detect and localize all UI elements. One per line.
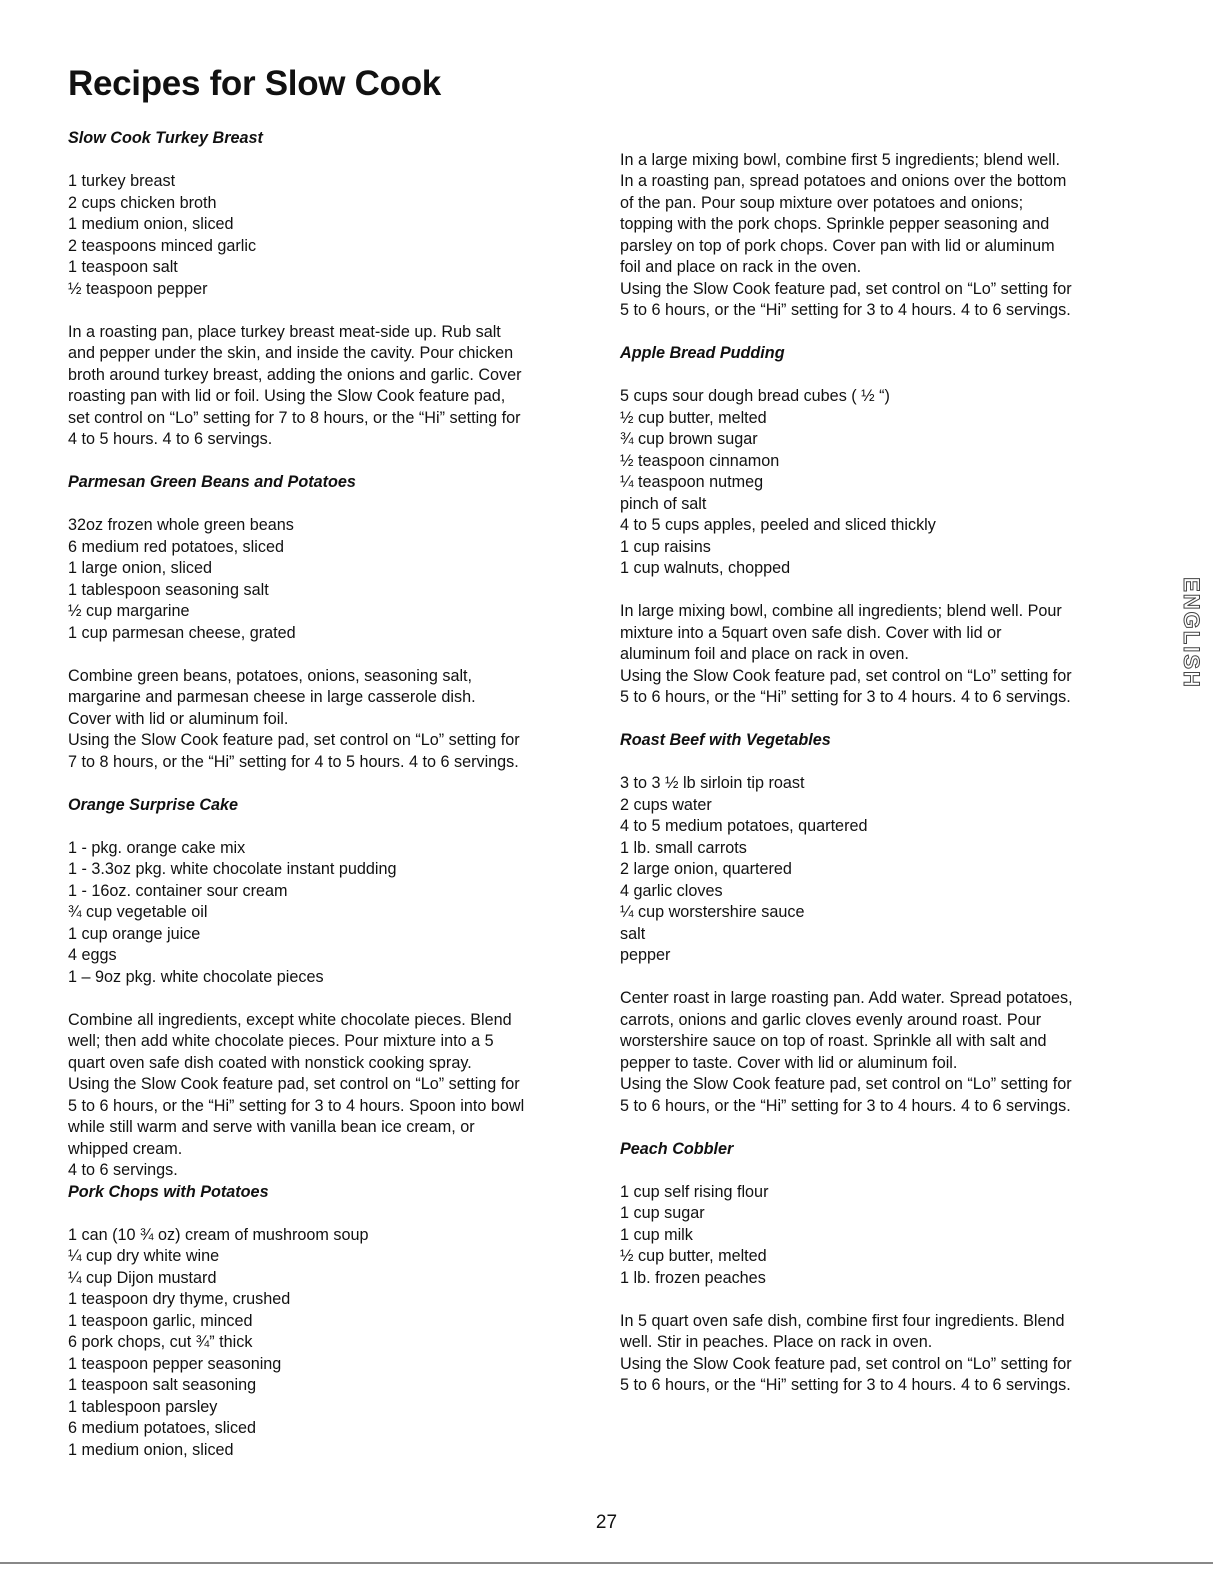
spacer bbox=[620, 1160, 1148, 1182]
text-line: 1 tablespoon seasoning salt bbox=[68, 580, 269, 599]
text-line: foil and place on rack in the oven. bbox=[620, 258, 862, 276]
text-line: salt bbox=[620, 924, 646, 943]
spacer bbox=[68, 644, 596, 666]
text-line: 1 cup orange juice bbox=[68, 924, 201, 943]
text-line: ¾ cup brown sugar bbox=[620, 430, 758, 448]
text-line: carrots, onions and garlic cloves evenly around roast. Pour bbox=[620, 1010, 1042, 1029]
bottom-rule bbox=[0, 1562, 1213, 1564]
text-line: 1 tablespoon parsley bbox=[68, 1397, 218, 1416]
text-line: 4 to 5 hours. 4 to 6 servings. bbox=[68, 430, 273, 448]
recipe-title: Pork Chops with Potatoes bbox=[68, 1182, 269, 1201]
spacer bbox=[620, 365, 1148, 387]
text-line: 1 cup walnuts, chopped bbox=[620, 559, 791, 577]
text-line: worstershire sauce on top of roast. Sprinkle all with salt and bbox=[620, 1032, 1047, 1050]
text-line: 5 to 6 hours, or the “Hi” setting for 3 to 4 hours. 4 to 6 servings. bbox=[620, 688, 1071, 706]
text-line: 1 lb. small carrots bbox=[620, 838, 747, 857]
text-line: ½ teaspoon cinnamon bbox=[620, 451, 780, 470]
text-line: 3 to 3 ½ lb sirloin tip roast bbox=[620, 774, 805, 792]
text-line: 4 to 6 servings. bbox=[68, 1161, 178, 1179]
text-line: pepper to taste. Cover with lid or aluminum foil. bbox=[620, 1053, 958, 1072]
text-line: 1 can (10 ¾ oz) cream of mushroom soup bbox=[68, 1225, 369, 1244]
recipe-title: Peach Cobbler bbox=[620, 1139, 734, 1158]
text-line: 1 - pkg. orange cake mix bbox=[68, 838, 246, 857]
text-line: 1 teaspoon pepper seasoning bbox=[68, 1354, 282, 1373]
text-line: whipped cream. bbox=[68, 1139, 183, 1158]
text-line: 1 lb. frozen peaches bbox=[620, 1268, 766, 1287]
text-line: 6 pork chops, cut ¾” thick bbox=[68, 1333, 253, 1351]
text-line: ¼ cup dry white wine bbox=[68, 1247, 220, 1265]
spacer bbox=[68, 451, 596, 473]
text-line: 1 teaspoon dry thyme, crushed bbox=[68, 1290, 291, 1308]
text-line: Combine all ingredients, except white chocolate pieces. Blend bbox=[68, 1010, 512, 1029]
recipe-title: Orange Surprise Cake bbox=[68, 795, 239, 814]
text-line: 1 cup parmesan cheese, grated bbox=[68, 623, 296, 642]
text-line: 2 cups water bbox=[620, 795, 712, 814]
text-line: 2 cups chicken broth bbox=[68, 193, 217, 212]
spacer bbox=[620, 322, 1148, 344]
spacer bbox=[68, 773, 596, 795]
text-line: 4 garlic cloves bbox=[620, 881, 723, 900]
recipe-title: Slow Cook Turkey Breast bbox=[68, 129, 263, 147]
text-line: 1 medium onion, sliced bbox=[68, 215, 234, 233]
text-line: 1 cup raisins bbox=[620, 537, 711, 556]
text-line: ½ cup butter, melted bbox=[620, 1247, 767, 1265]
text-line: ¾ cup vegetable oil bbox=[68, 903, 208, 921]
recipe-title: Parmesan Green Beans and Potatoes bbox=[68, 473, 356, 491]
text-line: 1 – 9oz pkg. white chocolate pieces bbox=[68, 967, 324, 986]
spacer bbox=[68, 988, 596, 1010]
text-line: pinch of salt bbox=[620, 494, 707, 513]
spacer bbox=[68, 816, 596, 838]
text-line: In large mixing bowl, combine all ingredients; blend well. Pour bbox=[620, 602, 1062, 620]
text-line: Combine green beans, potatoes, onions, seasoning salt, bbox=[68, 666, 473, 685]
text-line: 2 teaspoons minced garlic bbox=[68, 236, 257, 255]
text-line: Center roast in large roasting pan. Add water. Spread potatoes, bbox=[620, 989, 1073, 1007]
spacer bbox=[620, 709, 1148, 731]
text-line: In 5 quart oven safe dish, combine first four ingredients. Blend bbox=[620, 1311, 1065, 1330]
language-tab bbox=[1179, 566, 1205, 700]
spacer bbox=[620, 1289, 1148, 1311]
text-line: 5 to 6 hours, or the “Hi” setting for 3 to 4 hours. Spoon into bowl bbox=[68, 1096, 525, 1115]
text-line: 5 to 6 hours, or the “Hi” setting for 3 to 4 hours. 4 to 6 servings. bbox=[620, 301, 1071, 319]
text-line: topping with the pork chops. Sprinkle pepper seasoning and bbox=[620, 215, 1050, 233]
text-line: Using the Slow Cook feature pad, set control on “Lo” setting for bbox=[620, 1354, 1072, 1373]
text-line: 2 large onion, quartered bbox=[620, 860, 792, 878]
text-line: mixture into a 5quart oven safe dish. Cover with lid or bbox=[620, 623, 1002, 642]
text-line: quart oven safe dish coated with nonstick cooking spray. bbox=[68, 1053, 472, 1072]
text-line: 4 to 5 cups apples, peeled and sliced thickly bbox=[620, 516, 936, 534]
text-line: parsley on top of pork chops. Cover pan with lid or aluminum bbox=[620, 236, 1055, 255]
text-line: and pepper under the skin, and inside the cavity. Pour chicken bbox=[68, 344, 514, 362]
text-line: 6 medium potatoes, sliced bbox=[68, 1419, 257, 1437]
right-column bbox=[620, 128, 1148, 1397]
spacer bbox=[68, 494, 596, 516]
text-line: margarine and parmesan cheese in large casserole dish. bbox=[68, 688, 476, 706]
spacer bbox=[620, 1117, 1148, 1139]
text-line: 1 teaspoon salt seasoning bbox=[68, 1376, 257, 1394]
text-line: 1 cup self rising flour bbox=[620, 1182, 769, 1201]
text-line: 4 to 5 medium potatoes, quartered bbox=[620, 817, 868, 835]
text-line: 1 teaspoon garlic, minced bbox=[68, 1311, 253, 1330]
page-title: Recipes for Slow Cook bbox=[68, 64, 441, 103]
text-line: 1 large onion, sliced bbox=[68, 559, 212, 577]
text-line: In a roasting pan, spread potatoes and onions over the bottom bbox=[620, 172, 1067, 190]
text-line: In a roasting pan, place turkey breast meat-side up. Rub salt bbox=[68, 322, 501, 341]
spacer bbox=[620, 580, 1148, 602]
text-line: while still warm and serve with vanilla bean ice cream, or bbox=[68, 1118, 475, 1136]
page-number: 27 bbox=[595, 1512, 618, 1533]
text-line: 1 cup milk bbox=[620, 1225, 693, 1244]
text-line: 1 medium onion, sliced bbox=[68, 1440, 234, 1459]
text-line: 1 turkey breast bbox=[68, 172, 176, 190]
spacer bbox=[68, 300, 596, 322]
text-line: 7 to 8 hours, or the “Hi” setting for 4 to 5 hours. 4 to 6 servings. bbox=[68, 752, 519, 771]
text-line: ¼ cup worstershire sauce bbox=[620, 903, 805, 921]
text-line: Using the Slow Cook feature pad, set control on “Lo” setting for bbox=[620, 666, 1072, 685]
text-line: 1 - 16oz. container sour cream bbox=[68, 881, 288, 900]
text-line: roasting pan with lid or foil. Using the Slow Cook feature pad, bbox=[68, 387, 506, 405]
text-line: broth around turkey breast, adding the onions and garlic. Cover bbox=[68, 365, 522, 384]
spacer bbox=[620, 967, 1148, 989]
text-line: ¼ cup Dijon mustard bbox=[68, 1268, 217, 1287]
text-line: Cover with lid or aluminum foil. bbox=[68, 709, 289, 728]
left-column bbox=[68, 128, 596, 1461]
text-line: 1 teaspoon salt bbox=[68, 258, 178, 276]
text-line: 5 cups sour dough bread cubes ( ½ “) bbox=[620, 387, 890, 405]
text-line: pepper bbox=[620, 946, 671, 964]
text-line: ½ cup butter, melted bbox=[620, 408, 767, 427]
text-line: Using the Slow Cook feature pad, set control on “Lo” setting for bbox=[68, 1075, 520, 1093]
text-line: well. Stir in peaches. Place on rack in oven. bbox=[620, 1333, 933, 1351]
text-line: set control on “Lo” setting for 7 to 8 hours, or the “Hi” setting for bbox=[68, 408, 521, 427]
text-line: well; then add white chocolate pieces. Pour mixture into a 5 bbox=[68, 1032, 494, 1050]
text-line: 6 medium red potatoes, sliced bbox=[68, 537, 284, 556]
spacer bbox=[620, 128, 1148, 150]
recipe-title: Apple Bread Pudding bbox=[620, 344, 785, 362]
text-line: Using the Slow Cook feature pad, set control on “Lo” setting for bbox=[620, 1075, 1072, 1093]
recipe-title: Roast Beef with Vegetables bbox=[620, 731, 831, 749]
text-line: aluminum foil and place on rack in oven. bbox=[620, 645, 909, 663]
spacer bbox=[68, 150, 596, 172]
text-line: of the pan. Pour soup mixture over potatoes and onions; bbox=[620, 193, 1024, 212]
text-line: ½ teaspoon pepper bbox=[68, 279, 208, 298]
text-line: Using the Slow Cook feature pad, set control on “Lo” setting for bbox=[620, 279, 1072, 298]
spacer bbox=[620, 752, 1148, 774]
text-line: 4 eggs bbox=[68, 946, 117, 964]
text-line: 1 cup sugar bbox=[620, 1204, 705, 1222]
text-line: ½ cup margarine bbox=[68, 602, 190, 620]
text-line: 1 - 3.3oz pkg. white chocolate instant pudding bbox=[68, 860, 397, 878]
language-tab-label: ENGLISH bbox=[1179, 577, 1205, 689]
text-line: 5 to 6 hours, or the “Hi” setting for 3 to 4 hours. 4 to 6 servings. bbox=[620, 1096, 1071, 1115]
text-line: 5 to 6 hours, or the “Hi” setting for 3 to 4 hours. 4 to 6 servings. bbox=[620, 1376, 1071, 1394]
spacer bbox=[68, 1203, 596, 1225]
text-line: ¼ teaspoon nutmeg bbox=[620, 473, 764, 491]
text-line: Using the Slow Cook feature pad, set control on “Lo” setting for bbox=[68, 731, 520, 749]
text-line: In a large mixing bowl, combine first 5 ingredients; blend well. bbox=[620, 150, 1060, 169]
text-line: 32oz frozen whole green beans bbox=[68, 516, 294, 534]
